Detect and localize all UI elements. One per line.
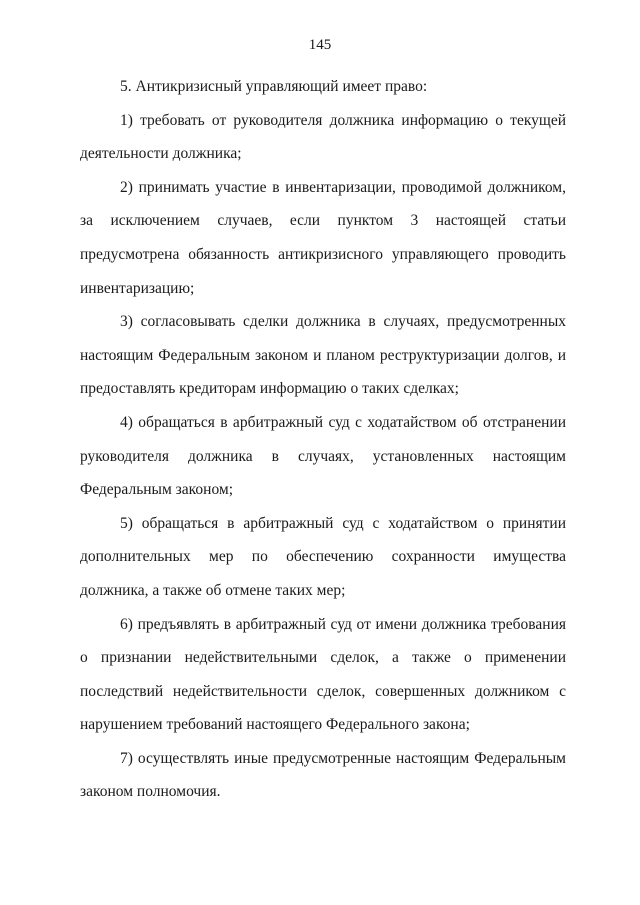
- list-item-1: 1) требовать от руководителя должника информацию о текущей деятельности должника;: [80, 111, 566, 163]
- list-item-6: 6) предъявлять в арбитражный суд от имени должника требования о признании недействительными сделок, а также о применении последствий недействительности сделок, совершенных должником с нарушением требований настоящего Федерального закона;: [80, 615, 566, 734]
- list-item-5: 5) обращаться в арбитражный суд с ходатайством о принятии дополнительных мер по обеспечению сохранности имущества должника, а также об отмене таких мер;: [80, 514, 566, 599]
- list-item-2: 2) принимать участие в инвентаризации, проводимой должником, за исключением случаев, если пунктом 3 настоящей статьи предусмотрена обязанность антикризисного управляющего проводить инвентаризацию;: [80, 178, 566, 297]
- list-item-4: 4) обращаться в арбитражный суд с ходатайством об отстранении руководителя должника в случаях, установленных настоящим Федеральным законом;: [80, 413, 566, 499]
- list-item-3: 3) согласовывать сделки должника в случаях, предусмотренных настоящим Федеральным законом и планом реструктуризации долгов, и предоставлять кредиторам информацию о таких сделках;: [80, 313, 566, 398]
- document-body: [80, 70, 566, 809]
- section-heading: 5. Антикризисный управляющий имеет право:: [120, 78, 428, 95]
- list-item-7: 7) осуществлять иные предусмотренные настоящим Федеральным законом полномочия.: [80, 749, 566, 801]
- page-number: 145: [308, 37, 332, 53]
